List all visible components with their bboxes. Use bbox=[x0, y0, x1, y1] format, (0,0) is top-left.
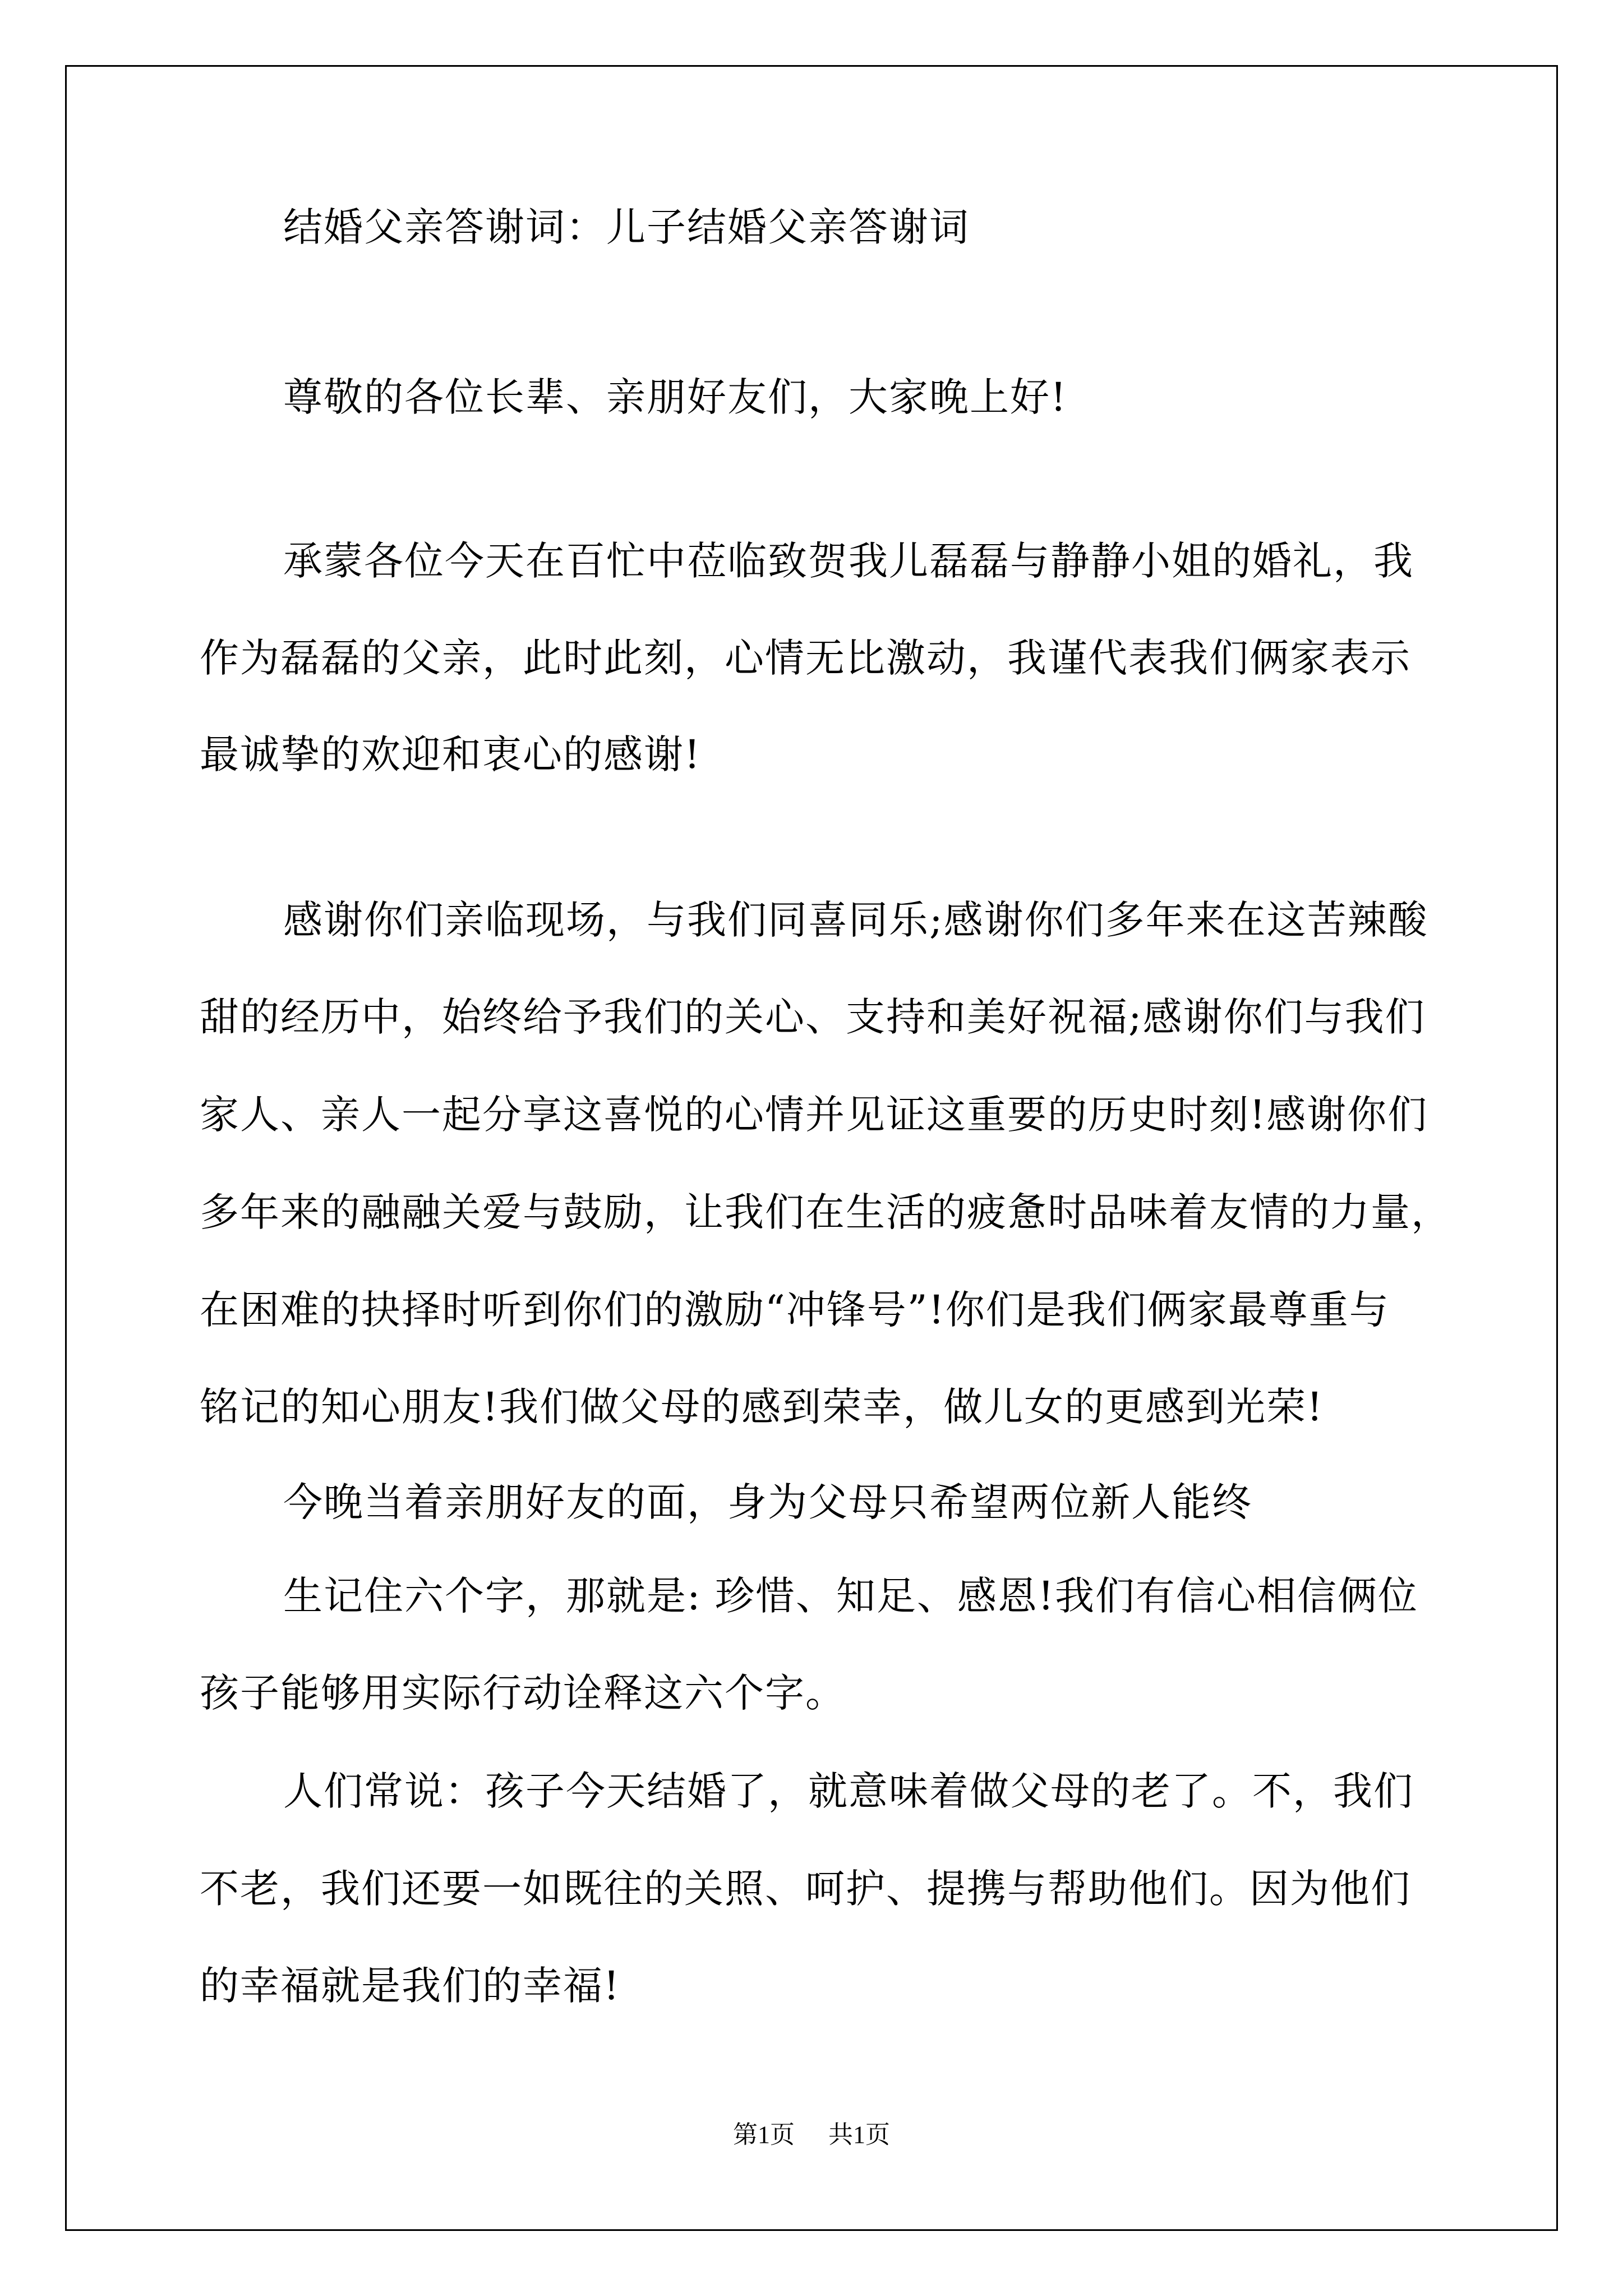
paragraph-5-line-2: 不老，我们还要一如既往的关照、呵护、提携与帮助他们。因为他们 bbox=[200, 1866, 1411, 1912]
paragraph-3-line-1: 今晚当着亲朋好友的面，身为父母只希望两位新人能终 bbox=[283, 1479, 1252, 1525]
page-number-current: 第1页 bbox=[733, 2121, 795, 2148]
paragraph-5-line-1: 人们常说：孩子今天结婚了，就意味着做父母的老了。不，我们 bbox=[283, 1768, 1414, 1814]
paragraph-4-line-1: 生记住六个字，那就是: 珍惜、知足、感恩!我们有信心相信俩位 bbox=[283, 1573, 1418, 1619]
document-title: 结婚父亲答谢词：儿子结婚父亲答谢词 bbox=[283, 204, 970, 250]
paragraph-2-line-1: 感谢你们亲临现场，与我们同喜同乐;感谢你们多年来在这苦辣酸 bbox=[283, 897, 1428, 943]
paragraph-2-line-3: 家人、亲人一起分享这喜悦的心情并见证这重要的历史时刻!感谢你们 bbox=[200, 1092, 1428, 1138]
greeting-line: 尊敬的各位长辈、亲朋好友们，大家晚上好! bbox=[283, 374, 1068, 420]
paragraph-2-line-2: 甜的经历中，始终给予我们的关心、支持和美好祝福;感谢你们与我们 bbox=[200, 994, 1426, 1040]
paragraph-1-line-3: 最诚挚的欢迎和衷心的感谢! bbox=[200, 731, 702, 777]
paragraph-5-line-3: 的幸福就是我们的幸福! bbox=[200, 1963, 621, 2009]
page-footer bbox=[0, 2118, 1623, 2152]
paragraph-1-line-1: 承蒙各位今天在百忙中莅临致贺我儿磊磊与静静小姐的婚礼，我 bbox=[283, 538, 1414, 584]
page-number-total: 共1页 bbox=[828, 2121, 890, 2148]
paragraph-4-line-2: 孩子能够用实际行动诠释这六个字。 bbox=[200, 1670, 846, 1716]
paragraph-2-line-6: 铭记的知心朋友!我们做父母的感到荣幸，做儿女的更感到光荣! bbox=[200, 1384, 1324, 1430]
paragraph-1-line-2: 作为磊磊的父亲，此时此刻，心情无比激动，我谨代表我们俩家表示 bbox=[200, 635, 1411, 681]
paragraph-2-line-4: 多年来的融融关爱与鼓励，让我们在生活的疲惫时品味着友情的力量， bbox=[200, 1189, 1451, 1235]
paragraph-2-line-5: 在困难的抉择时听到你们的激励“冲锋号”!你们是我们俩家最尊重与 bbox=[200, 1287, 1390, 1333]
